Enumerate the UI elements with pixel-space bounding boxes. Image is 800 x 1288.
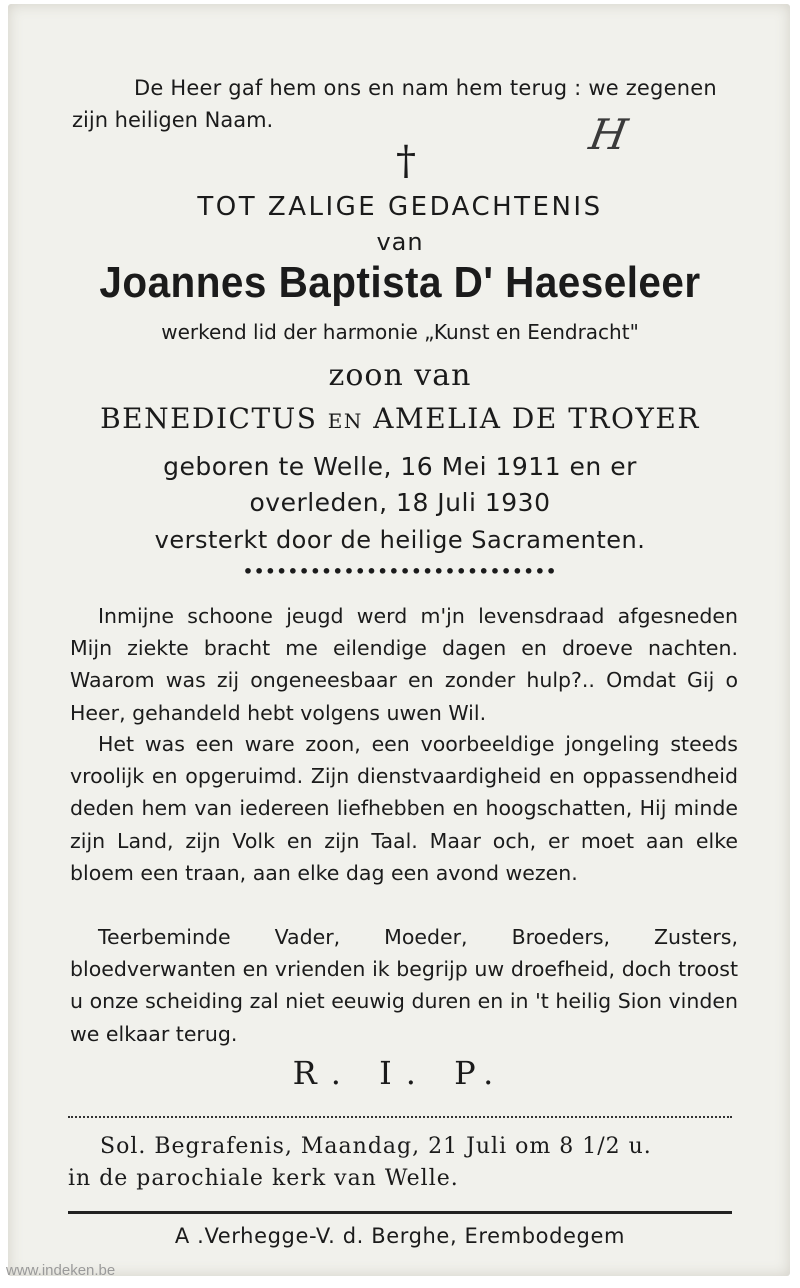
deceased-name: Joannes Baptista D' Haeseleer [99,258,701,307]
solid-divider [68,1211,732,1214]
paragraph-3-text: Teerbeminde Vader, Moeder, Broeders, Zusters, bloedverwanten en vrienden ik begrijp uw droefheid, doch troost u onze scheiding zal niet eeuwig duren en in 't heilig Sion vinden we elkaar terug. [70,925,738,1046]
paragraph-1-text: Inmijne schoone jeugd werd m'jn levensdraad afgesneden Mijn ziekte bracht me eilendige dagen en droeve nachten. Waarom was zij ongeneesbaar en zonder hulp?.. Omdat Gij o Heer, gehandeld hebt volgens uwen Wil. [70,604,738,725]
card-title: TOT ZALIGE GEDACHTENIS [197,192,603,222]
paragraph-1 [70,600,738,729]
sacraments-line: versterkt door de heilige Sacramenten. [154,526,646,554]
paragraph-3 [70,921,738,1050]
watermark: www.indeken.be [6,1262,116,1279]
funeral-line-1: Sol. Begrafenis, Maandag, 21 Juli om 8 1/2 u. [100,1134,652,1159]
paragraph-2-text: Het was een ware zoon, een voorbeeldige jongeling steeds vroolijk en opgeruimd. Zijn dienstvaardigheid en oppassendheid deden hem van iedereen liefhebben en hoogschatten, Hij minde zijn Land, zijn Volk en zijn Taal. Maar och, er moet aan elke bloem een traan, aan elke dag een avond wezen. [70,732,738,885]
dotted-separator: •••••••••••••••••••••••••••• [242,562,558,581]
death-line: overleden, 18 Juli 1930 [249,488,551,517]
rip-text: R. I. P. [292,1054,508,1092]
funeral-line-2: in de parochiale kerk van Welle. [68,1166,459,1191]
birth-line: geboren te Welle, 16 Mei 1911 en er [163,452,637,481]
son-of-label: zoon van [328,358,472,393]
handwritten-initial: H [585,110,631,159]
paragraph-2 [70,728,738,889]
cross-icon: † [396,138,416,184]
opening-verse-line-2: zijn heiligen Naam. [72,108,274,132]
membership-line: werkend lid der harmonie „Kunst en Eendracht" [161,320,639,344]
van-label: van [376,228,424,256]
dotted-divider [68,1116,732,1118]
printer-credit: A .Verhegge-V. d. Berghe, Erembodegem [174,1224,626,1248]
parents-names: BENEDICTUS en AMELIA DE TROYER [100,402,700,435]
opening-verse-line-1: De Heer gaf hem ons en nam hem terug : we zegenen [134,76,717,100]
